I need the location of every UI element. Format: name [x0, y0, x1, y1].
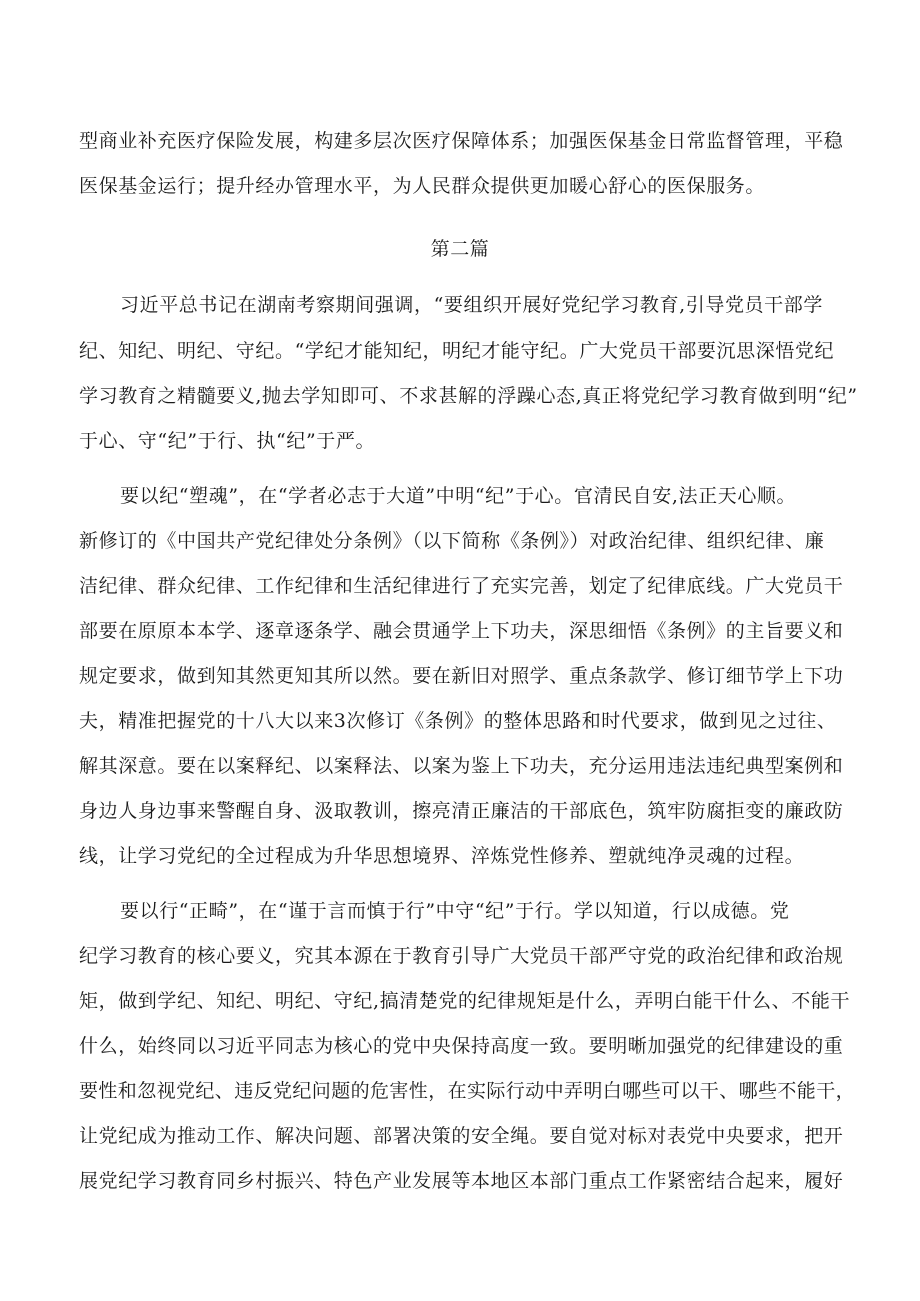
text-line: 要以行“正畸”，在“谨于言而慎于行”中守“纪”于行。学以知道，行以成德。党	[120, 900, 790, 922]
text-line: 于心、守“纪”于行、执“纪”于严。	[79, 430, 376, 452]
text-line: 医保基金运行；提升经办管理水平，为人民群众提供更加暖心舒心的医保服务。	[79, 175, 766, 197]
text-line: 习近平总书记在湖南考察期间强调，“要组织开展好党纪学习教育,引导党员干部学	[120, 294, 823, 316]
text-line: 纪学习教育的核心要义，究其本源在于教育引导广大党员干部严守党的政治纪律和政治规	[79, 945, 844, 967]
text-line: 规定要求，做到知其然更知其所以然。要在新旧对照学、重点条款学、修订细节学上下功	[79, 665, 844, 687]
text-line: 身边人身边事来警醒自身、汲取教训，擦亮清正廉洁的干部底色，筑牢防腐拒变的廉政防	[79, 800, 844, 822]
section-title: 第二篇	[430, 238, 490, 260]
text-line: 要性和忽视党纪、违反党纪问题的危害性，在实际行动中弄明白哪些可以干、哪些不能干，	[79, 1080, 856, 1102]
text-line: 型商业补充医疗保险发展，构建多层次医疗保障体系；加强医保基金日常监督管理，平稳	[79, 130, 844, 152]
text-line: 让党纪成为推动工作、解决问题、部署决策的安全绳。要自觉对标对表党中央要求，把开	[79, 1125, 844, 1147]
text-line: 洁纪律、群众纪律、工作纪律和生活纪律进行了充实完善，划定了纪律底线。广大党员干	[79, 575, 844, 597]
text-line: 展党纪学习教育同乡村振兴、特色产业发展等本地区本部门重点工作紧密结合起来，履好	[79, 1170, 844, 1192]
text-line: 线，让学习党纪的全过程成为升华思想境界、淬炼党性修养、塑就纯净灵魂的过程。	[79, 845, 805, 867]
text-line: 学习教育之精髓要义,抛去学知即可、不求甚解的浮躁心态,真正将党纪学习教育做到明“纪”	[79, 385, 858, 407]
text-line: 什么，始终同以习近平同志为核心的党中央保持高度一致。要明晰加强党的纪律建设的重	[79, 1035, 844, 1057]
text-line: 夫，精准把握党的十八大以来3次修订《条例》的整体思路和时代要求，做到见之过往、	[79, 710, 837, 732]
text-line: 解其深意。要在以案释纪、以案释法、以案为鉴上下功夫，充分运用违法违纪典型案例和	[79, 755, 844, 777]
text-line: 新修订的《中国共产党纪律处分条例》（以下简称《条例》）对政治纪律、组织纪律、廉	[79, 530, 825, 552]
text-line: 部要在原原本本学、逐章逐条学、融会贯通学上下功夫，深思细悟《条例》的主旨要义和	[79, 620, 844, 642]
text-line: 纪、知纪、明纪、守纪。“学纪才能知纪，明纪才能守纪。广大党员干部要沉思深悟党纪	[79, 340, 835, 362]
text-line: 要以纪“塑魂”，在“学者必志于大道”中明“纪”于心。官清民自安,法正天心顺。	[120, 485, 797, 507]
text-line: 矩，做到学纪、知纪、明纪、守纪,搞清楚党的纪律规矩是什么，弄明白能干什么、不能干	[79, 990, 851, 1012]
